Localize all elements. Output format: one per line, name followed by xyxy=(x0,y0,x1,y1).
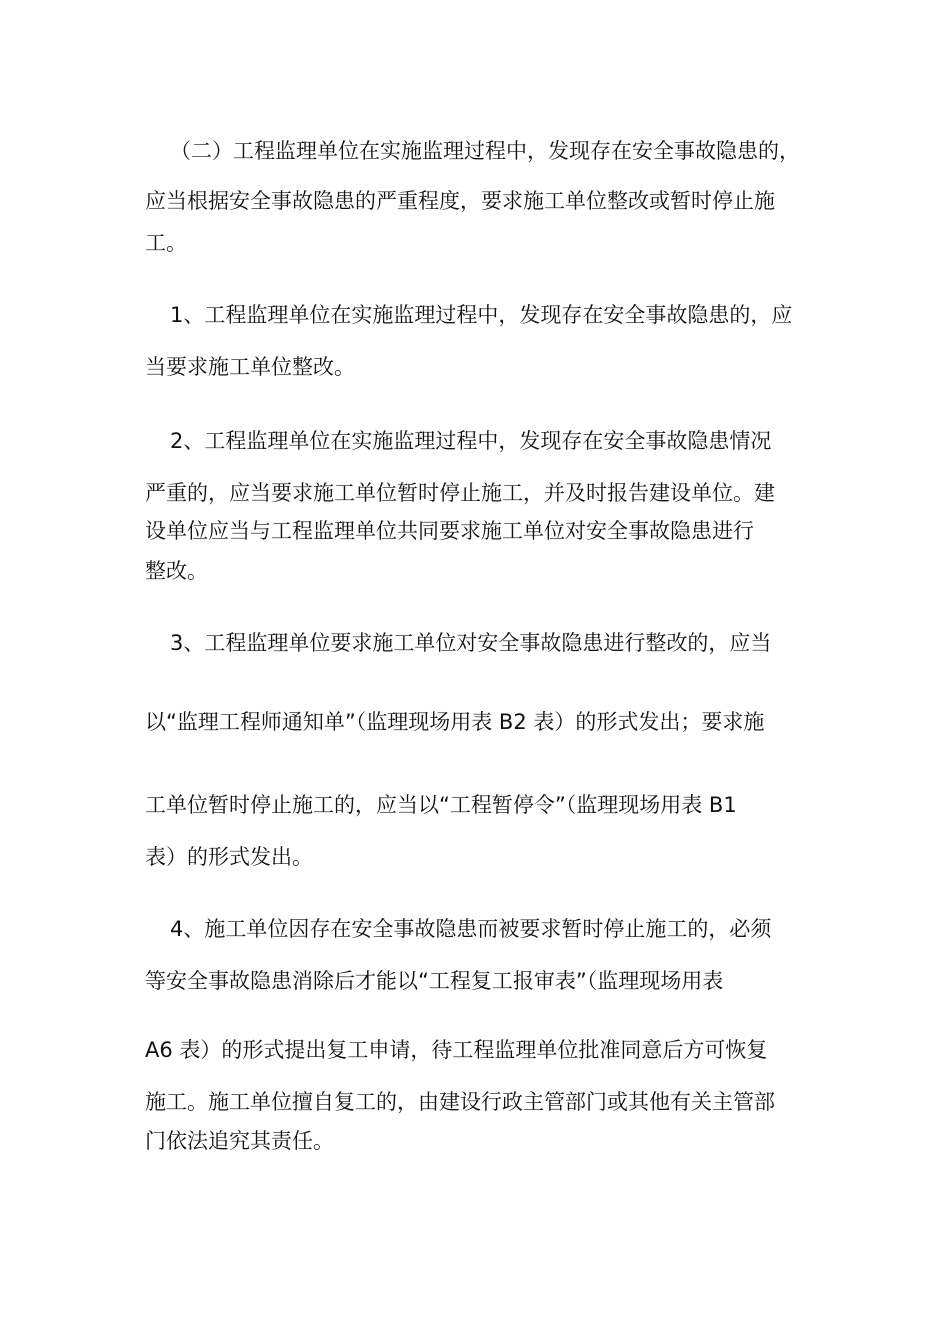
paragraph-line: （二）工程监理单位在实施监理过程中，发现存在安全事故隐患的， xyxy=(170,139,800,163)
paragraph-line: 设单位应当与工程监理单位共同要求施工单位对安全事故隐患进行 xyxy=(145,519,754,543)
paragraph-line: 应当根据安全事故隐患的严重程度，要求施工单位整改或暂时停止施 xyxy=(145,189,775,213)
paragraph-line: 1、工程监理单位在实施监理过程中，发现存在安全事故隐患的，应 xyxy=(170,303,793,327)
paragraph-line: 施工。施工单位擅自复工的，由建设行政主管部门或其他有关主管部 xyxy=(145,1090,775,1114)
paragraph-line: 4、施工单位因存在安全事故隐患而被要求暂时停止施工的，必须 xyxy=(170,917,772,941)
paragraph-line: 整改。 xyxy=(145,559,208,583)
paragraph-line: 当要求施工单位整改。 xyxy=(145,355,355,379)
paragraph-line: 严重的，应当要求施工单位暂时停止施工，并及时报告建设单位。建 xyxy=(145,481,775,505)
paragraph-line: 工。 xyxy=(145,231,187,255)
paragraph-line: 等安全事故隐患消除后才能以“工程复工报审表”（监理现场用表 xyxy=(145,969,724,993)
paragraph-line: 以“监理工程师通知单”（监理现场用表 B2 表）的形式发出；要求施 xyxy=(145,710,765,734)
paragraph-line: 门依法追究其责任。 xyxy=(145,1129,334,1153)
paragraph-line: A6 表）的形式提出复工申请，待工程监理单位批准同意后方可恢复 xyxy=(145,1038,768,1062)
paragraph-line: 表）的形式发出。 xyxy=(145,845,313,869)
paragraph-line: 3、工程监理单位要求施工单位对安全事故隐患进行整改的，应当 xyxy=(170,631,772,655)
paragraph-line: 工单位暂时停止施工的，应当以“工程暂停令”（监理现场用表 B1 xyxy=(145,793,737,817)
paragraph-line: 2、工程监理单位在实施监理过程中，发现存在安全事故隐患情况 xyxy=(170,429,772,453)
